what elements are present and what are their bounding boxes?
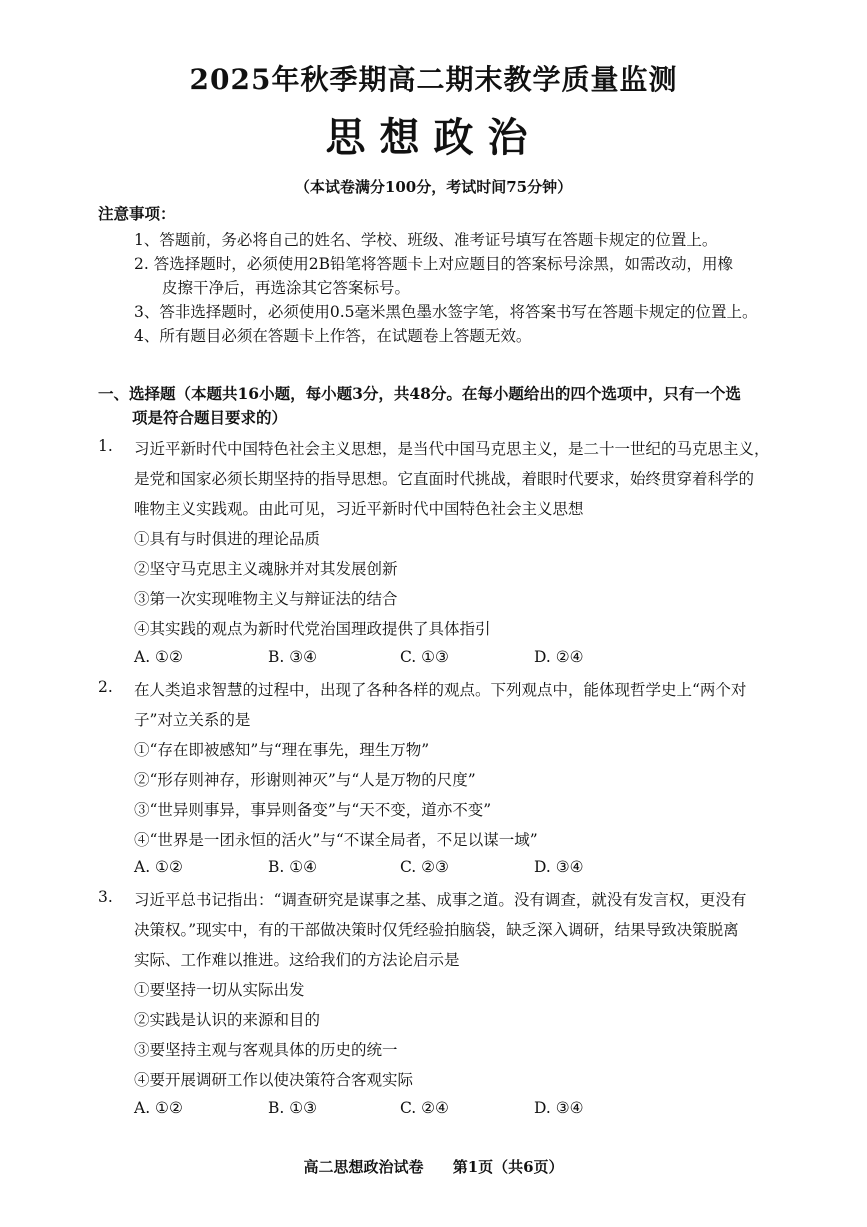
question-stem-line: 是党和国家必须长期坚持的指导思想。它直面时代挑战，着眼时代要求，始终贯穿着科学的: [134, 470, 755, 488]
question-stem-line: 习近平新时代中国特色社会主义思想，是当代中国马克思主义，是二十一世纪的马克思主义，: [134, 440, 770, 458]
option-a: A. ①②: [134, 1099, 183, 1117]
exam-meta: （本试卷满分100分，考试时间75分钟）: [294, 178, 573, 196]
option-d: D. ③④: [534, 1099, 584, 1117]
question-statement: ③“世异则事异，事异则备变”与“天不变，道亦不变”: [134, 801, 492, 819]
question-statement: ①具有与时俱进的理论品质: [134, 530, 321, 548]
question-stem-line: 唯物主义实践观。由此可见，习近平新时代中国特色社会主义思想: [134, 500, 584, 518]
section-heading: 一、选择题（本题共16小题，每小题3分，共48分。在每小题给出的四个选项中，只有一个选: [98, 384, 741, 403]
notice-item: 3、答非选择题时，必须使用0.5毫米黑色墨水签字笔，将答案书写在答题卡规定的位置上。: [134, 303, 758, 321]
question-stem-line: 决策权。”现实中，有的干部做决策时仅凭经验拍脑袋，缺乏深入调研，结果导致决策脱离: [134, 921, 739, 939]
question-statement: ④其实践的观点为新时代党治国理政提供了具体指引: [134, 620, 491, 638]
option-c: C. ②④: [400, 1099, 449, 1117]
question-statement: ②坚守马克思主义魂脉并对其发展创新: [134, 560, 398, 578]
notice-heading: 注意事项：: [98, 204, 176, 223]
question-number: 1.: [98, 437, 113, 455]
question-stem-line: 习近平总书记指出：“调查研究是谋事之基、成事之道。没有调查，就没有发言权，更没有: [134, 891, 747, 909]
option-b: B. ③④: [268, 648, 318, 666]
question-number: 3.: [98, 888, 113, 906]
footer-paper-name: 高二思想政治试卷: [303, 1158, 424, 1176]
exam-title: 2025年秋季期高二期末教学质量监测: [189, 63, 678, 96]
notice-item: 1、答题前，务必将自己的姓名、学校、班级、准考证号填写在答题卡规定的位置上。: [134, 231, 718, 249]
notice-item-continued: 皮擦干净后，再选涂其它答案标号。: [162, 279, 411, 297]
question-statement: ③要坚持主观与客观具体的历史的统一: [134, 1041, 398, 1059]
question-statement: ④“世界是一团永恒的活火”与“不谋全局者，不足以谋一域”: [134, 831, 538, 849]
question-stem-line: 子”对立关系的是: [134, 711, 251, 729]
section-heading-continued: 项是符合题目要求的）: [132, 408, 288, 427]
option-a: A. ①②: [134, 858, 183, 876]
exam-subject: 思想政治: [325, 114, 542, 161]
option-a: A. ①②: [134, 648, 183, 666]
option-d: D. ③④: [534, 858, 584, 876]
option-b: B. ①③: [268, 1099, 318, 1117]
option-b: B. ①④: [268, 858, 318, 876]
option-c: C. ①③: [400, 648, 449, 666]
question-number: 2.: [98, 678, 113, 696]
question-statement: ②“形存则神存，形谢则神灭”与“人是万物的尺度”: [134, 771, 476, 789]
question-statement: ④要开展调研工作以使决策符合客观实际: [134, 1071, 414, 1089]
option-d: D. ②④: [534, 648, 584, 666]
question-statement: ①“存在即被感知”与“理在事先，理生万物”: [134, 741, 430, 759]
page-footer: [0, 1156, 867, 1177]
notice-item: 4、所有题目必须在答题卡上作答，在试题卷上答题无效。: [134, 327, 532, 345]
question-stem-line: 实际、工作难以推进。这给我们的方法论启示是: [134, 951, 460, 969]
question-statement: ③第一次实现唯物主义与辩证法的结合: [134, 590, 398, 608]
question-statement: ①要坚持一切从实际出发: [134, 981, 305, 999]
option-c: C. ②③: [400, 858, 449, 876]
question-stem-line: 在人类追求智慧的过程中，出现了各种各样的观点。下列观点中，能体现哲学史上“两个对: [134, 681, 747, 699]
footer-page-number: 第1页（共6页）: [452, 1158, 564, 1176]
question-statement: ②实践是认识的来源和目的: [134, 1011, 321, 1029]
notice-item: 2. 答选择题时，必须使用2B铅笔将答题卡上对应题目的答案标号涂黑，如需改动，用橡: [134, 255, 733, 273]
